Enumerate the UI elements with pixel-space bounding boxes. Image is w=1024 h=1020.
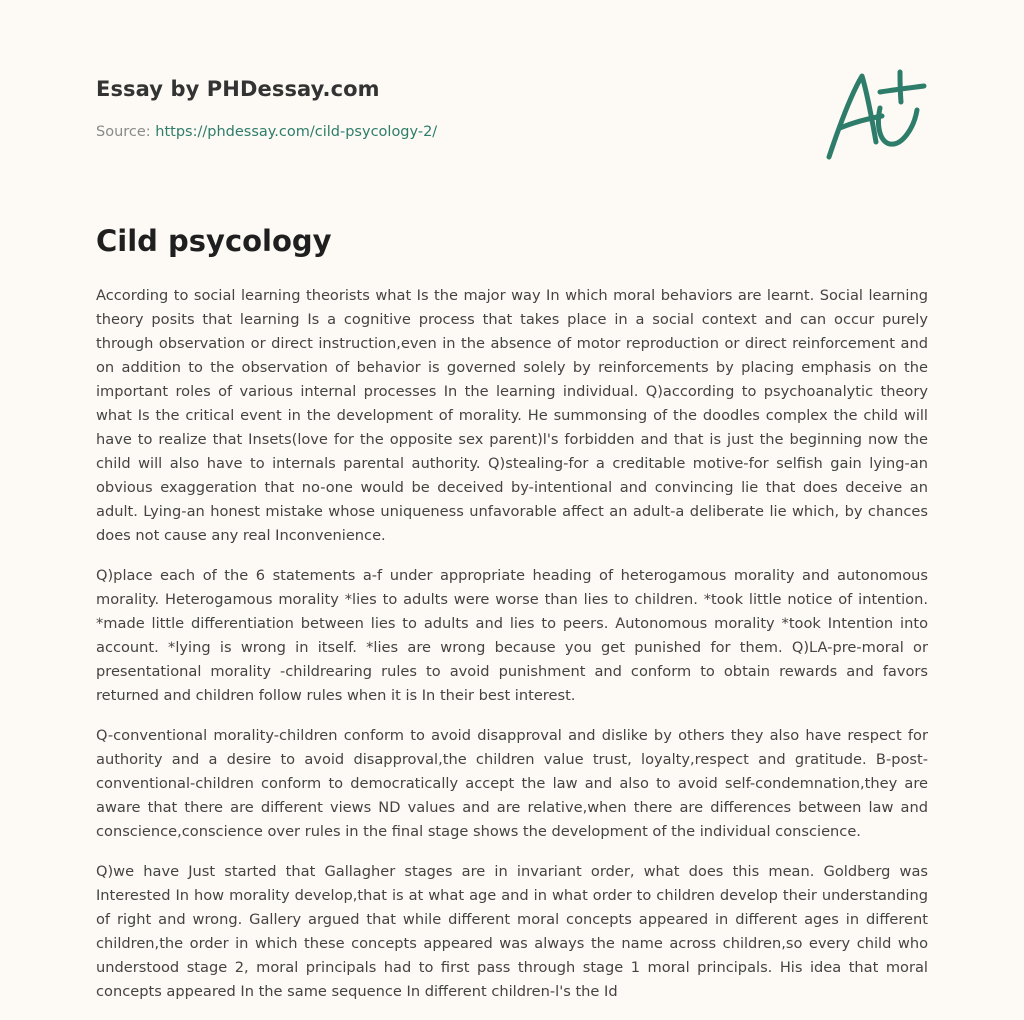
site-title: Essay by PHDessay.com bbox=[96, 77, 380, 101]
essay-body bbox=[96, 284, 928, 1020]
paragraph: Q)we have Just started that Gallagher stages are in invariant order, what does this mean. Goldberg was Interested In how morality develop,that is at what age and in what order to children develop their understanding of right and wrong. Gallery argued that while different moral concepts appeared in different ages in different children,the order in which these concepts appeared was always the name across children,so every child who understood stage 2, moral principals had to first pass through stage 1 moral principals. His idea that moral concepts appeared In the same sequence In different children-l's the Id bbox=[96, 863, 928, 1000]
source-label: Source: bbox=[96, 124, 156, 140]
paragraph: Q)place each of the 6 statements a-f under appropriate heading of heterogamous morality and autonomous morality. Heterogamous morality *lies to adults were worse than lies to children. *took little notice of intention. *made little differentiation between lies to adults and lies to peers. Autonomous morality *took Intention into account. *lying is wrong in itself. *lies are wrong because you get punished for them. Q)LA-pre-moral or presentational morality -childrearing rules to avoid punishment and conform to obtain rewards and favors returned and children follow rules when it is In their best interest. bbox=[96, 567, 928, 704]
a-plus-logo-icon bbox=[820, 68, 930, 164]
source-line bbox=[96, 124, 437, 140]
document-title: Cild psycology bbox=[96, 224, 332, 258]
paragraph: According to social learning theorists what Is the major way In which moral behaviors are learnt. Social learning theory posits that learning Is a cognitive process that takes place in a social context and can occur purely through observation or direct instruction,even in the absence of motor reproduction or direct reinforcement and on addition to the observation of behavior is governed solely by reinforcements by placing emphasis on the important roles of various internal processes In the learning individual. Q)according to psychoanalytic theory what Is the critical event in the development of morality. He summonsing of the doodles complex the child will have to realize that Insets(love for the opposite sex parent)l's forbidden and that is just the beginning now the child will also have to internals parental authority. Q)stealing-for a creditable motive-for selfish gain lying-an obvious exaggeration that no-one would be deceived by-intentional and convincing lie that does deceive an adult. Lying-an honest mistake whose uniqueness unfavorable affect an adult-a deliberate lie which, by chances does not cause any real Inconvenience. bbox=[96, 287, 928, 544]
paragraph: Q-conventional morality-children conform to avoid disapproval and dislike by others they also have respect for authority and a desire to avoid disapproval,the children value trust, loyalty,respect and gratitude. B-post-conventional-children conform to democratically accept the law and also to avoid self-condemnation,they are aware that there are different views ND values and are relative,when there are differences between law and conscience,conscience over rules in the final stage shows the development of the individual conscience. bbox=[96, 727, 928, 840]
source-link[interactable]: https://phdessay.com/cild-psycology-2/ bbox=[155, 124, 438, 140]
